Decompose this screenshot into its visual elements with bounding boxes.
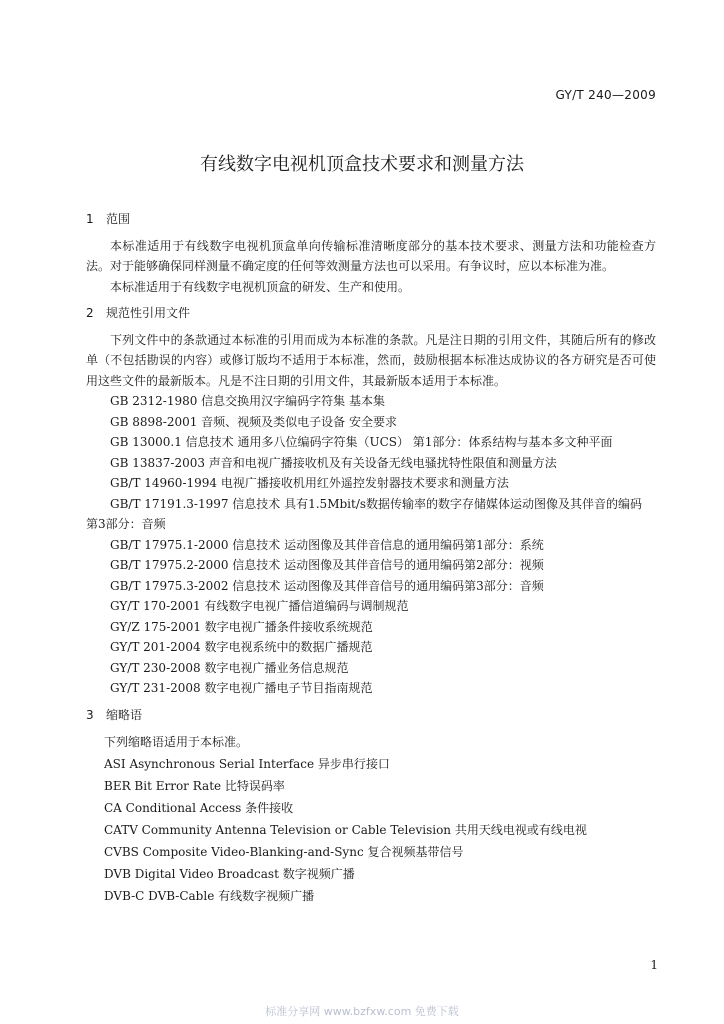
paragraph: 本标准适用于有线数字电视机顶盒的研发、生产和使用。: [110, 279, 411, 294]
abbreviation-item: CATV Community Antenna Television or Cable Television 共用天线电视或有线电视: [104, 823, 587, 837]
abbreviation-item: BER Bit Error Rate 比特误码率: [104, 779, 285, 793]
reference-item: GB/T 17975.1-2000 信息技术 运动图像及其伴音信息的通用编码第1部分：系统: [110, 537, 544, 552]
abbreviation-item: DVB Digital Video Broadcast 数字视频广播: [104, 867, 355, 881]
standard-code: GY/T 240—2009: [555, 88, 656, 102]
document-body: [86, 209, 656, 907]
reference-item: GY/T 201-2004 数字电视系统中的数据广播规范: [110, 640, 373, 654]
document-title: 有线数字电视机顶盒技术要求和测量方法: [200, 154, 524, 175]
reference-item: GB 8898-2001 音频、视频及类似电子设备 安全要求: [110, 414, 397, 429]
reference-item: GB/T 17975.3-2002 信息技术 运动图像及其伴音信号的通用编码第3部分：音频: [110, 578, 544, 593]
abbreviation-item: ASI Asynchronous Serial Interface 异步串行接口: [104, 757, 390, 771]
reference-item: GY/Z 175-2001 数字电视广播条件接收系统规范: [110, 619, 373, 634]
paragraph: 下列文件中的条款通过本标准的引用而成为本标准的条款。凡是注日期的引用文件，其随后所有的修改单（不包括勘误的内容）或修订版均不适用于本标准，然而，鼓励根据本标准达成协议的各方研究是否可使用这些文件的最新版本。凡是不注日期的引用文件，其最新版本适用于本标准。: [86, 332, 656, 388]
reference-item: GB/T 17975.2-2000 信息技术 运动图像及其伴音信号的通用编码第2部分：视频: [110, 558, 544, 572]
reference-item: GB 2312-1980 信息交换用汉字编码字符集 基本集: [110, 394, 385, 408]
page-number: 1: [650, 958, 658, 972]
section-1-heading: 1 范围: [86, 212, 131, 226]
abbreviation-item: CVBS Composite Video-Blanking-and-Sync 复合视频基带信号: [104, 845, 464, 859]
reference-item: GB 13000.1 信息技术 通用多八位编码字符集（UCS） 第1部分：体系结构与基本多文种平面: [110, 435, 613, 449]
watermark-footer: 标准分享网 www.bzfxw.com 免费下载: [265, 1005, 459, 1018]
paragraph: 下列缩略语适用于本标准。: [104, 735, 249, 749]
paragraph: 本标准适用于有线数字电视机顶盒单向传输标准清晰度部分的基本技术要求、测量方法和功能检查方法。对于能够确保同样测量不确定度的任何等效测量方法也可以采用。有争议时，应以本标准为准。: [86, 238, 656, 273]
section-3-heading: 3 缩略语: [86, 707, 143, 722]
section-2-heading: 2 规范性引用文件: [86, 306, 191, 320]
abbreviation-item: CA Conditional Access 条件接收: [104, 801, 294, 815]
reference-item: GB/T 17191.3-1997 信息技术 具有1.5Mbit/s数据传输率的数字存储媒体运动图像及其伴音的编码 第3部分：音频: [86, 496, 643, 531]
abbreviation-item: DVB-C DVB-Cable 有线数字视频广播: [104, 889, 315, 903]
reference-item: GY/T 231-2008 数字电视广播电子节目指南规范: [110, 681, 373, 695]
reference-item: GY/T 170-2001 有线数字电视广播信道编码与调制规范: [110, 599, 409, 613]
reference-item: GY/T 230-2008 数字电视广播业务信息规范: [110, 660, 349, 675]
reference-item: GB/T 14960-1994 电视广播接收机用红外遥控发射器技术要求和测量方法: [110, 476, 509, 490]
reference-item: GB 13837-2003 声音和电视广播接收机及有关设备无线电骚扰特性限值和测量方法: [110, 455, 557, 470]
